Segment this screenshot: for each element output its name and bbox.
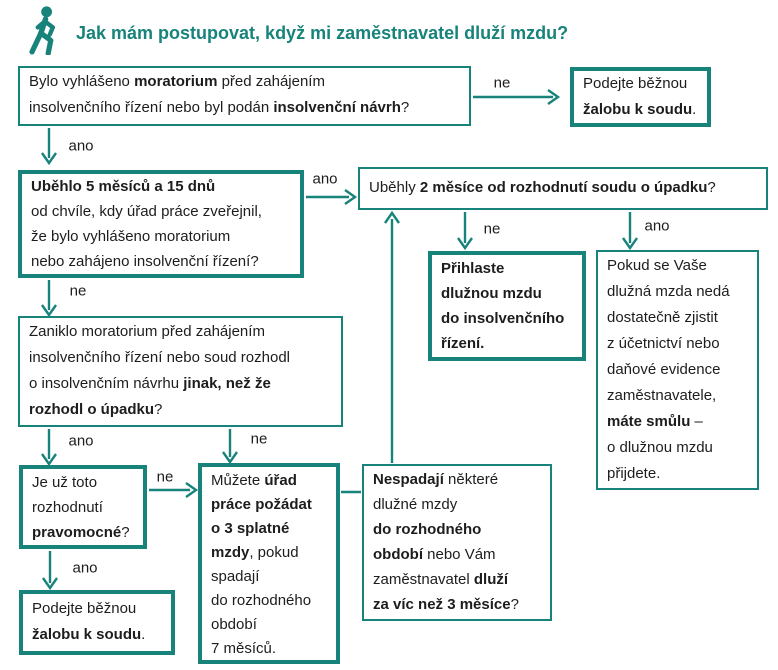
box-text-line: z účetnictví nebo xyxy=(607,335,720,352)
box-action-register-claim xyxy=(428,251,586,361)
box-text-line: přijdete. xyxy=(607,465,661,482)
edge-ano-to-2-months-label: ano xyxy=(312,170,338,188)
box-text-line: že bylo vyhlášeno moratorium xyxy=(31,228,231,245)
box-text-line: Pokud se Vaše xyxy=(607,257,707,274)
edge-ne-to-register-claim-label: ne xyxy=(483,220,501,238)
box-text-line: do insolvenčního xyxy=(441,310,565,327)
box-text-line: insolvenčního řízení nebo soud rozhodl xyxy=(29,349,291,366)
box-text-line: insolvenčního řízení nebo byl podán insolvenční návrh? xyxy=(29,99,410,116)
edge-ne-to-moratorium-ended-label: ne xyxy=(69,282,87,300)
box-text-line: období nebo Vám xyxy=(373,546,496,563)
box-text-line: do rozhodného xyxy=(373,521,482,538)
edge-ne-to-labor-office-label: ne xyxy=(250,430,268,448)
edge-ano-to-decision-final-label: ano xyxy=(68,432,94,450)
box-text-line: Uběhly 2 měsíce od rozhodnutí soudu o úpadku? xyxy=(369,179,716,196)
box-text-line: máte smůlu – xyxy=(607,413,703,430)
page-title: Jak mám postupovat, když mi zaměstnavatel dluží mzdu? xyxy=(76,23,569,43)
box-question-moratorium-ended xyxy=(18,316,343,427)
box-question-5-months-15-days xyxy=(18,170,304,278)
box-text-line: žalobu k soudu. xyxy=(583,101,697,118)
box-text-line: daňové evidence xyxy=(607,361,721,378)
edge-ne-decision-to-labor-office-label: ne xyxy=(156,468,174,486)
box-text-line: spadají xyxy=(211,568,260,585)
box-text-line: za víc než 3 měsíce? xyxy=(373,596,519,613)
box-text-line: Můžete úřad xyxy=(211,472,297,489)
box-text-line: žalobu k soudu. xyxy=(32,626,146,643)
box-text-line: mzdy, pokud xyxy=(211,544,299,561)
box-question-2-months-insolvency xyxy=(358,167,768,210)
edge-ano-to-bad-luck-label: ano xyxy=(644,217,670,235)
box-question-decision-final xyxy=(19,465,147,549)
box-text-line: o 3 splatné xyxy=(211,520,290,537)
box-text-line: rozhodl o úpadku? xyxy=(29,401,163,418)
box-text-line: nebo zahájeno insolvenční řízení? xyxy=(31,253,259,270)
box-text-line: 7 měsíců. xyxy=(211,640,277,657)
box-text-line: o insolvenčním návrhu jinak, než že xyxy=(29,375,271,392)
edge-ano-to-5-months-label: ano xyxy=(68,137,94,155)
box-text-line: Bylo vyhlášeno moratorium před zahájením xyxy=(29,73,325,90)
box-text-line: Uběhlo 5 měsíců a 15 dnů xyxy=(31,178,216,195)
box-result-bad-luck xyxy=(596,250,759,490)
box-action-file-lawsuit-bottom xyxy=(19,590,175,655)
box-text-line: řízení. xyxy=(441,335,485,352)
box-text-line: dlužnou mzdu xyxy=(441,285,542,302)
box-text-line: do rozhodného xyxy=(211,592,312,609)
box-text-line: Nespadají některé xyxy=(373,471,499,488)
box-text-line: rozhodnutí xyxy=(32,499,103,516)
box-action-request-labor-office xyxy=(198,463,340,664)
box-text-line: období xyxy=(211,616,257,633)
edge-ano-to-lawsuit-bottom-label: ano xyxy=(72,559,98,577)
box-question-outside-period xyxy=(362,464,552,621)
box-text-line: pravomocné? xyxy=(32,524,130,541)
box-text-line: Podejte běžnou xyxy=(32,600,137,617)
box-text-line: práce požádat xyxy=(211,496,312,513)
box-text-line: dostatečně zjistit xyxy=(607,309,718,326)
edge-ne-to-lawsuit-top-label: ne xyxy=(493,74,511,92)
box-text-line: dlužné mzdy xyxy=(373,496,458,513)
box-text-line: o dlužnou mzdu xyxy=(607,439,713,456)
box-text-line: Je už toto xyxy=(32,474,98,491)
box-text-line: zaměstnavatel dluží xyxy=(373,571,509,588)
box-text-line: Podejte běžnou xyxy=(583,75,688,92)
box-text-line: od chvíle, kdy úřad práce zveřejnil, xyxy=(31,203,262,220)
box-text-line: dlužná mzda nedá xyxy=(607,283,730,300)
box-question-moratorium xyxy=(18,66,471,126)
box-text-line: Zaniklo moratorium před zahájením xyxy=(29,323,265,340)
box-text-line: Přihlaste xyxy=(441,260,505,277)
box-action-file-lawsuit-top xyxy=(570,67,711,127)
box-text-line: zaměstnavatele, xyxy=(607,387,717,404)
